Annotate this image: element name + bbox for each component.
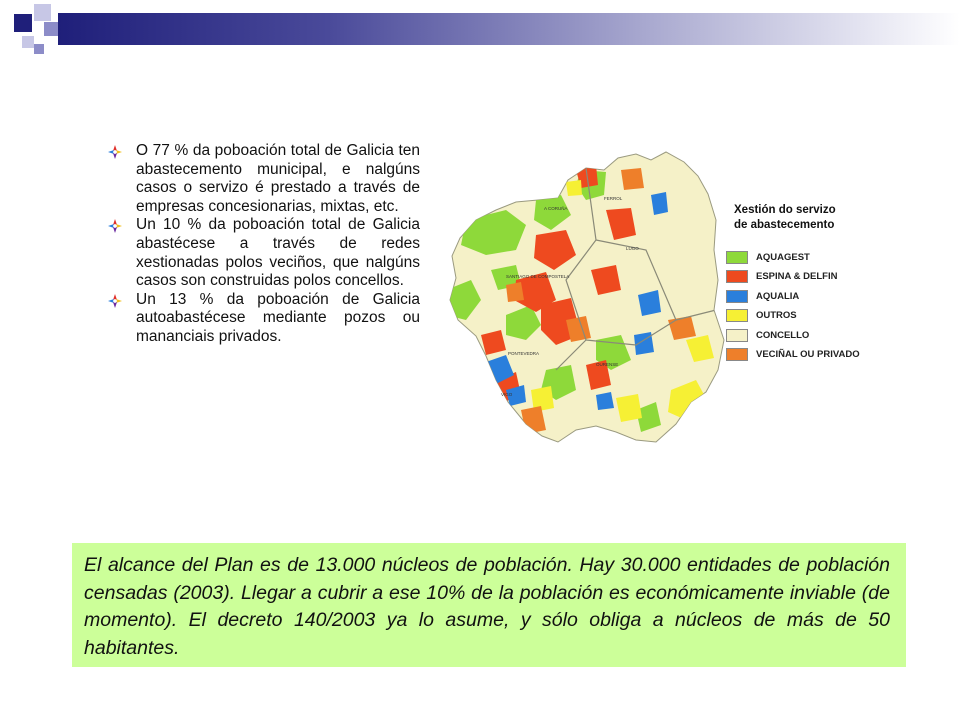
header-square-dark xyxy=(14,14,32,32)
header-square-mid xyxy=(44,22,58,36)
map-legend xyxy=(726,248,860,365)
bullet-item: Un 13 % da poboación de Galicia autoabastécese mediante pozos ou mananciais privados. xyxy=(108,291,420,347)
legend-swatch xyxy=(726,270,748,283)
header-gradient-bar xyxy=(58,13,960,45)
city-label-coruna: A CORUÑA xyxy=(544,206,568,211)
city-label-pontevedra: PONTEVEDRA xyxy=(508,351,540,356)
arrow-bullet-icon xyxy=(108,294,122,308)
arrow-bullet-icon xyxy=(108,219,122,233)
legend-item-espina-delfin: ESPINA & DELFIN xyxy=(726,268,860,286)
header-square-pale xyxy=(22,36,34,48)
city-label-vigo: VIGO xyxy=(501,392,513,397)
legend-swatch xyxy=(726,251,748,264)
bullet-item: O 77 % da poboación total de Galicia ten abastecemento municipal, e nalgúns casos o servizo é prestado a través de empresas concesionarias, mixtas, etc. xyxy=(108,142,420,216)
city-label-santiago: SANTIAGO DE COMPOSTELA xyxy=(506,274,570,279)
city-label-ferrol: FERROL xyxy=(604,196,623,201)
header-square-light xyxy=(34,4,51,21)
city-label-ourense: OURENSE xyxy=(596,362,619,367)
legend-swatch xyxy=(726,348,748,361)
legend-swatch xyxy=(726,329,748,342)
legend-item-aquagest: AQUAGEST xyxy=(726,248,860,266)
arrow-bullet-icon xyxy=(108,145,122,159)
legend-item-concello: CONCELLO xyxy=(726,326,860,344)
map-legend-title: Xestión do servizo de abastecemento xyxy=(734,204,836,231)
plan-note-box: El alcance del Plan es de 13.000 núcleos de población. Hay 30.000 entidades de población censadas (2003). Llegar a cubrir a ese 10% de la población es económicamente inviable (de momento). El decreto 140/2003 ya lo asume, y sólo obliga a núcleos de más de 50 habitantes. xyxy=(72,543,906,667)
header-square-small xyxy=(34,44,44,54)
legend-swatch xyxy=(726,309,748,322)
bullet-item: Un 10 % da poboación total de Galicia abastécese a través de redes xestionadas polos veciños, que nalgúns casos son construidas polos concellos. xyxy=(108,216,420,290)
legend-swatch xyxy=(726,290,748,303)
legend-item-aqualia: AQUALIA xyxy=(726,287,860,305)
bullet-list xyxy=(108,142,420,347)
legend-item-vecinal: VECIÑAL OU PRIVADO xyxy=(726,346,860,364)
legend-item-outros: OUTROS xyxy=(726,307,860,325)
city-label-lugo: LUGO xyxy=(626,246,639,251)
